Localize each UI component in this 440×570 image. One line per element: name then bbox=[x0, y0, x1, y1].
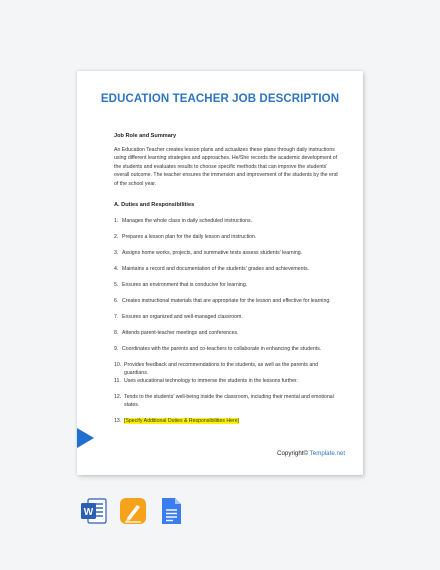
svg-text:W: W bbox=[83, 507, 94, 518]
copyright-line: Copyright© Template.net bbox=[277, 450, 346, 457]
list-item: 7. Ensures an organized and well-managed classroom. bbox=[114, 314, 243, 320]
document-title: EDUCATION TEACHER JOB DESCRIPTION bbox=[100, 93, 340, 105]
list-item: 1. Manages the whole class in daily scheduled instructions. bbox=[114, 218, 253, 224]
list-item: 13. [Specify Additional Duties & Responsibilities Here] bbox=[114, 418, 240, 424]
list-item: 10. Provides feedback and recommendations to the students, as well as the parents and guardians. bbox=[114, 362, 319, 377]
list-item: 2. Prepares a lesson plan for the daily lesson and instruction. bbox=[114, 234, 257, 240]
document-page bbox=[77, 71, 363, 475]
template-link[interactable]: Template.net bbox=[309, 450, 346, 457]
list-item: 3. Assigns home works, projects, and summative tests assess students' learning. bbox=[114, 250, 303, 256]
pages-icon[interactable] bbox=[119, 497, 147, 525]
list-item: 12. Tends to the students' well-being inside the classroom, including their mental and emotional states. bbox=[114, 394, 334, 409]
list-item: 8. Attends parent-teacher meetings and conferences. bbox=[114, 330, 239, 336]
list-item: 9. Coordinates with the parents and co-teachers to collaborate in enhancing the students. bbox=[114, 346, 322, 352]
duties-heading: A. Duties and Responsibilities bbox=[114, 202, 195, 208]
expand-arrow-icon[interactable] bbox=[77, 428, 94, 448]
list-item: 5. Ensures an environment that is conducive for learning. bbox=[114, 282, 248, 288]
list-item: 11. Uses educational technology to immerse the students in the lessons further. bbox=[114, 378, 298, 384]
summary-heading: Job Role and Summary bbox=[114, 133, 177, 139]
list-item: 4. Maintains a record and documentation of the students' grades and achievements. bbox=[114, 266, 309, 272]
google-docs-icon[interactable] bbox=[157, 497, 185, 525]
placeholder-highlight: [Specify Additional Duties & Responsibilities Here] bbox=[124, 418, 240, 424]
list-item: 6. Creates instructional materials that are appropriate for the lesson and effective for learning. bbox=[114, 298, 331, 304]
summary-paragraph: An Education Teacher creates lesson plans and actualizes these plans through daily instructions using different learning strategies and approaches. He/She records the academic development of the students and evaluates results to choose specific methods that can improve the students' overall outcome. The teacher ensures the immersion and improvement of the students by the end of the school year. bbox=[114, 147, 338, 187]
word-icon[interactable] bbox=[80, 497, 108, 525]
